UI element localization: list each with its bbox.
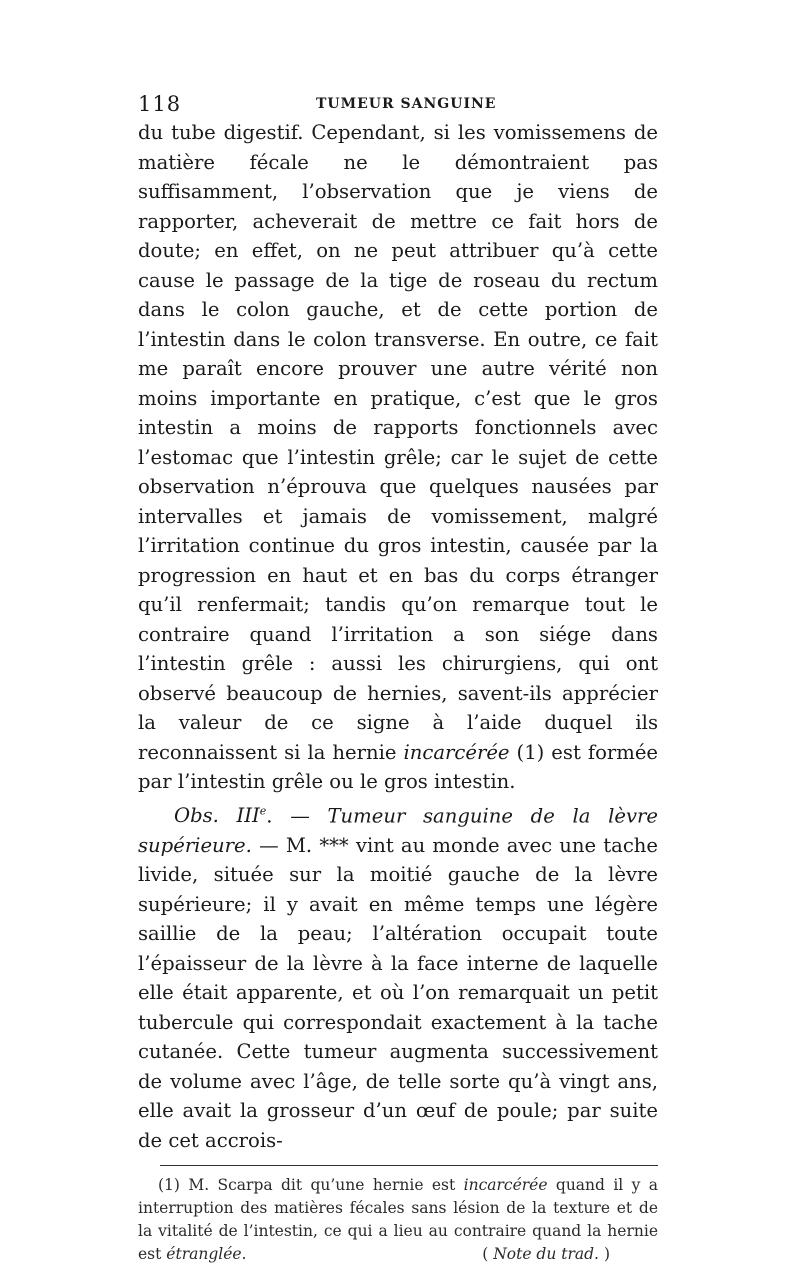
italic-term: incarcérée xyxy=(403,740,510,764)
paragraph-continuation xyxy=(138,118,658,797)
observation-superscript: e xyxy=(259,804,267,818)
book-page xyxy=(138,88,658,1266)
footnote-italic-term-2: étranglée. xyxy=(166,1245,247,1264)
footnote-italic-term: incarcérée xyxy=(463,1176,548,1195)
observation-label: Obs. IIIe xyxy=(174,804,267,828)
footnote-middle: quand il y a interruption des matières fécales sans lésion de la texture et de la vitalité de l’intestin, ce qui a lieu au contraire quand la hernie est xyxy=(138,1176,658,1264)
page-number: 118 xyxy=(138,92,182,116)
translator-note-credit: ( Note du trad. ) xyxy=(482,1245,610,1264)
observation-dash: . — xyxy=(266,804,310,828)
footnote-text xyxy=(138,1174,658,1266)
paragraph-text-end: (1) est formée par l’intestin grêle ou le gros intestin. xyxy=(138,740,659,793)
main-text xyxy=(138,118,658,1155)
footnote xyxy=(138,1174,658,1266)
footnote-divider xyxy=(160,1165,658,1166)
paragraph-text: du tube digestif. Cependant, si les vomissemens de matière fécale ne le démontraient pas suffisamment, l’observation que je viens de rapporter, acheverait de mettre ce fait hors de doute; en effet, on ne peut attribuer qu’à cette cause le passage de la tige de roseau du rectum dans le colon gauche, et de cette portion de l’intestin dans le colon transverse. En outre, ce fait me paraît encore prouver une autre vérité non moins importante en pratique, c’est que le gros intestin a moins de rapports fonctionnels avec l’estomac que l’intestin grêle; car le sujet de cette observation n’éprouva que quelques nausées par intervalles et jamais de vomissement, malgré l’irritation continue du gros intestin, causée par la progression en haut et en bas du corps étranger qu’il renfermait; tandis qu’on remarque tout le contraire quand l’irritation a son siége dans l’intestin grêle : aussi les chirurgiens, qui ont observé beaucoup de hernies, savent-ils apprécier la valeur de ce signe à l’aide duquel ils reconnaissent si la hernie xyxy=(138,121,658,764)
running-head: TUMEUR SANGUINE xyxy=(316,96,497,112)
observation-text: — M. *** vint au monde avec une tache livide, située sur la moitié gauche de la lèvre supérieure; il y avait en même temps une légère saillie de la peau; l’altération occupait toute l’épaisseur de la lèvre à la face interne de laquelle elle était apparente, et où l’on remarquait un petit tubercule qui correspondait exactement à la tache cutanée. Cette tumeur augmenta successivement de volume avec l’âge, de telle sorte qu’à vingt ans, elle avait la grosseur d’un œuf de poule; par suite de cet accrois- xyxy=(138,833,659,1152)
observation-paragraph xyxy=(138,797,658,1156)
footnote-start: (1) M. Scarpa dit qu’une hernie est xyxy=(158,1176,456,1195)
page-header xyxy=(138,88,658,118)
observation-title: Tumeur sanguine de la lèvre supérieure. xyxy=(138,804,658,857)
